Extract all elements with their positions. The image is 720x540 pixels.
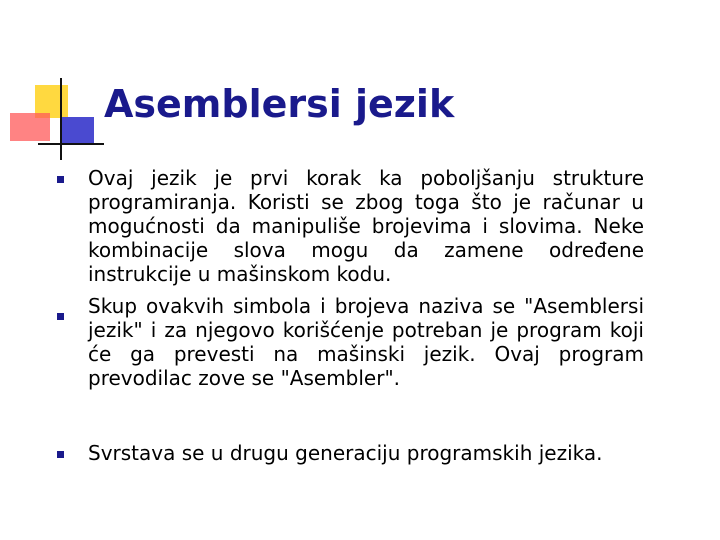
logo-red-square <box>10 113 50 141</box>
bullet-text: Skup ovakvih simbola i brojeva naziva se "Asemblersi jezik" i za njegovo korišćenje potreban je program koji će ga prevesti na mašinski jezik. Ovaj program prevodilac zove se "Asembler". <box>88 294 644 390</box>
decorative-logo <box>0 0 110 170</box>
logo-vertical-line <box>60 78 62 160</box>
bullet-text: Ovaj jezik je prvi korak ka poboljšanju strukture programiranja. Koristi se zbog toga što je računar u mogućnosti da manipuliše brojevima i slovima. Neke kombinacije slova mogu da zamene određene instrukcije u mašinskom kodu. <box>88 166 644 286</box>
bullet-text: Svrstava se u drugu generaciju programskih jezika. <box>88 441 603 465</box>
square-bullet-icon <box>57 176 64 183</box>
square-bullet-icon <box>57 313 64 320</box>
slide-title: Asemblersi jezik <box>104 82 455 126</box>
logo-blue-square <box>62 117 94 145</box>
square-bullet-icon <box>57 451 64 458</box>
logo-horizontal-line <box>38 143 104 145</box>
